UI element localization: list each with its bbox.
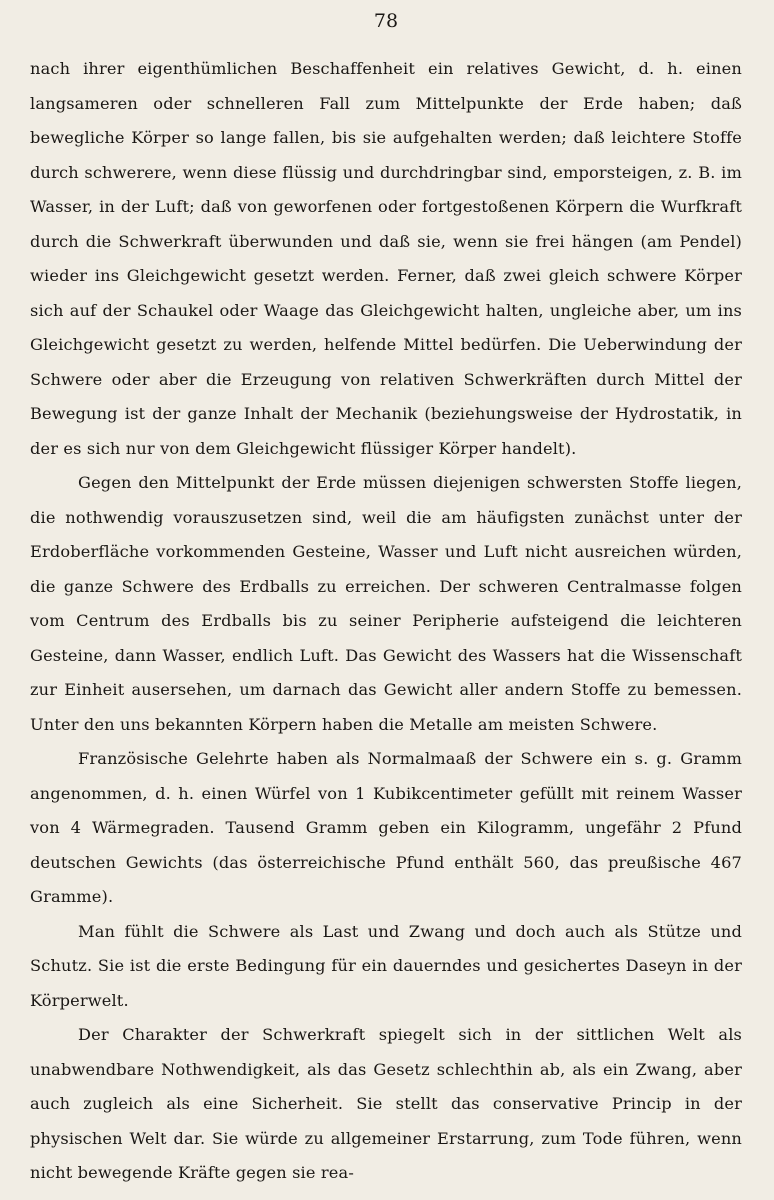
paragraph-1: nach ihrer eigenthümlichen Beschaffenheit ein relatives Gewicht, d. h. einen langsameren oder schnelleren Fall zum Mittelpunkte der Erde haben; daß bewegliche Körper so lange fallen, bis sie aufgehalten werden; daß leichtere Stoffe durch schwerere, wenn diese flüssig und durchdringbar sind, emporsteigen, z. B. im Wasser, in der Luft; daß von geworfenen oder fortgestoßenen Körpern die Wurfkraft durch die Schwerkraft überwunden und daß sie, wenn sie frei hängen (am Pendel) wieder ins Gleichgewicht gesetzt werden. Ferner, daß zwei gleich schwere Körper sich auf der Schaukel oder Waage das Gleichgewicht halten, ungleiche aber, um ins Gleichgewicht gesetzt zu werden, helfende Mittel bedürfen. Die Ueberwindung der Schwere oder aber die Erzeugung von relativen Schwerkräften durch Mittel der Bewegung ist der ganze Inhalt der Mechanik (beziehungsweise der Hydrostatik, in der es sich nur von dem Gleichgewicht flüssiger Körper handelt). (30, 59, 742, 458)
paragraph-3: Französische Gelehrte haben als Normalmaaß der Schwere ein s. g. Gramm angenommen, d. h. einen Würfel von 1 Kubikcentimeter gefüllt mit reinem Wasser von 4 Wärmegraden. Tausend Gramm geben ein Kilogramm, ungefähr 2 Pfund deutschen Gewichts (das österreichische Pfund enthält 560, das preußische 467 Gramme). (30, 749, 742, 906)
page-number: 78 (373, 10, 399, 32)
paragraph-5: Der Charakter der Schwerkraft spiegelt sich in der sittlichen Welt als unabwendbare Nothwendigkeit, als das Gesetz schlechthin ab, als ein Zwang, aber auch zugleich als eine Sicherheit. Sie stellt das conservative Princip in der physischen Welt dar. Sie würde zu allgemeiner Erstarrung, zum Tode führen, wenn nicht bewegende Kräfte gegen sie rea- (30, 1025, 742, 1182)
body-text (30, 52, 742, 1191)
paragraph-2: Gegen den Mittelpunkt der Erde müssen diejenigen schwersten Stoffe liegen, die nothwendig vorauszusetzen sind, weil die am häufigsten zunächst unter der Erdoberfläche vorkommenden Gesteine, Wasser und Luft nicht ausreichen würden, die ganze Schwere des Erdballs zu erreichen. Der schweren Centralmasse folgen vom Centrum des Erdballs bis zu seiner Peripherie aufsteigend die leichteren Gesteine, dann Wasser, endlich Luft. Das Gewicht des Wassers hat die Wissenschaft zur Einheit ausersehen, um darnach das Gewicht aller andern Stoffe zu bemessen. Unter den uns bekannten Körpern haben die Metalle am meisten Schwere. (30, 473, 742, 734)
paragraph-4: Man fühlt die Schwere als Last und Zwang und doch auch als Stütze und Schutz. Sie ist die erste Bedingung für ein dauerndes und gesichertes Daseyn in der Körperwelt. (30, 921, 742, 1010)
